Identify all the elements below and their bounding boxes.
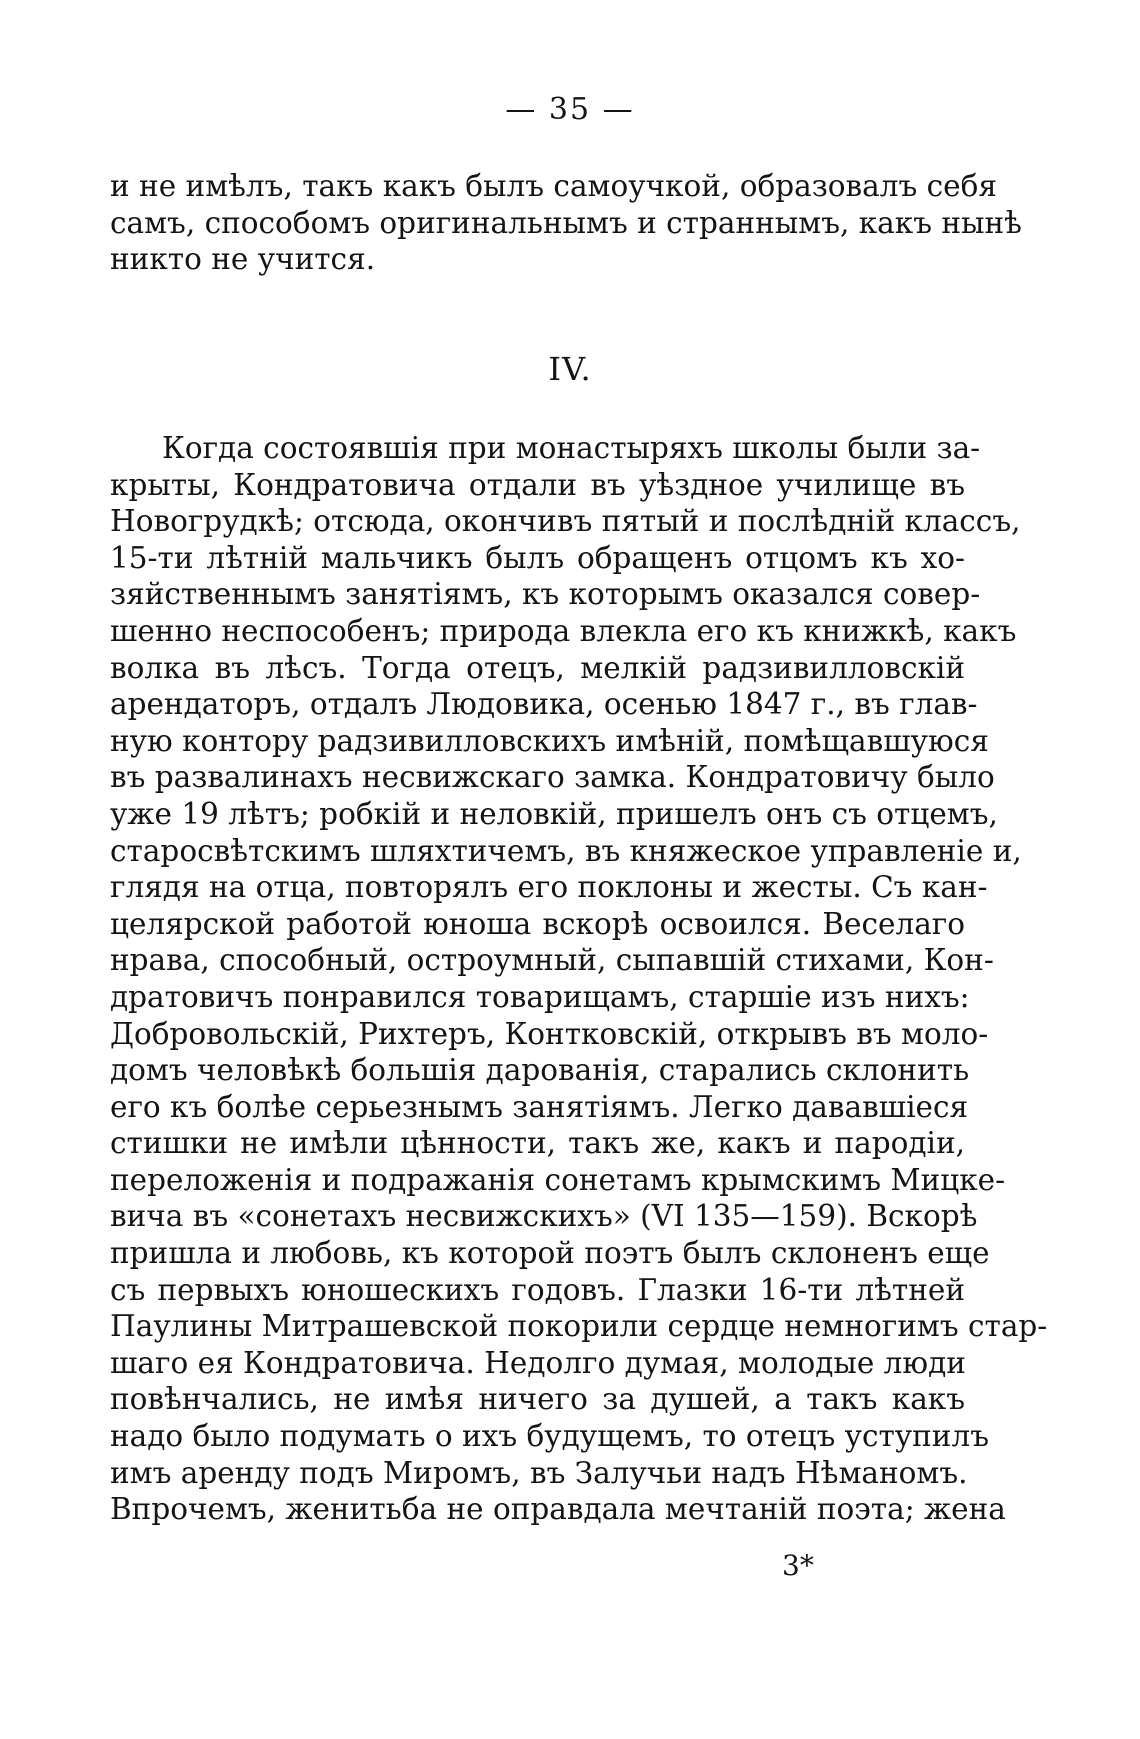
text-line: Когда состоявшія при монастыряхъ школы были за- bbox=[162, 431, 981, 465]
text-line: волка въ лѣсъ. Тогда отецъ, мелкій радзивилловскій bbox=[110, 650, 965, 685]
text-line: ную контору радзивилловскихъ имѣній, помѣщавшуюся bbox=[110, 723, 989, 758]
text-line: никто не учится. bbox=[110, 242, 376, 277]
text-line: имъ аренду подъ Миромъ, въ Залучьи надъ Нѣманомъ. bbox=[110, 1455, 968, 1490]
text-line: шенно неспособенъ; природа влекла его къ книжкѣ, какъ bbox=[110, 613, 1017, 648]
text-line: въ развалинахъ несвижскаго замка. Кондратовичу было bbox=[110, 760, 995, 795]
text-line: крыты, Кондратовича отдали въ уѣздное училище въ bbox=[110, 467, 965, 502]
text-line: самъ, способомъ оригинальнымъ и страннымъ, какъ нынѣ bbox=[110, 205, 1022, 240]
text-line: и не имѣлъ, такъ какъ былъ самоучкой, образовалъ себя bbox=[110, 169, 997, 203]
text-line: арендаторъ, отдалъ Людовика, осенью 1847 г., въ глав- bbox=[110, 687, 978, 722]
main-paragraph bbox=[110, 430, 1048, 1528]
text-line: дратовичъ понравился товарищамъ, старшіе изъ нихъ: bbox=[110, 979, 970, 1014]
text-line: целярской работой юноша вскорѣ освоился. Веселаго bbox=[110, 906, 965, 941]
text-line: Новогрудкѣ; отсюда, окончивъ пятый и послѣдній классъ, bbox=[110, 504, 1021, 539]
text-line: уже 19 лѣтъ; робкій и неловкій, пришелъ онъ съ отцемъ, bbox=[110, 796, 998, 831]
text-line: старосвѣтскимъ шляхтичемъ, въ княжеское управленіе и, bbox=[110, 833, 1022, 868]
text-line: его къ болѣе серьезнымъ занятіямъ. Легко дававшіеся bbox=[110, 1089, 969, 1124]
text-line: домъ человѣкѣ большія дарованія, старались склонить bbox=[110, 1053, 970, 1088]
text-line: глядя на отца, повторялъ его поклоны и жесты. Съ кан- bbox=[110, 870, 988, 905]
text-line: вича въ «сонетахъ несвижскихъ» (VI 135—159). Вскорѣ bbox=[110, 1199, 978, 1234]
text-line: повѣнчались, не имѣя ничего за душей, а такъ какъ bbox=[110, 1382, 965, 1417]
section-heading: IV. bbox=[548, 350, 592, 388]
page-number: — 35 — bbox=[505, 92, 635, 127]
text-line: Паулины Митрашевской покорили сердце немногимъ стар- bbox=[110, 1309, 1048, 1344]
text-line: съ первыхъ юношескихъ годовъ. Глазки 16-ти лѣтней bbox=[110, 1272, 965, 1307]
text-line: шаго ея Кондратовича. Недолго думая, молодые люди bbox=[110, 1345, 966, 1380]
signature-mark: 3* bbox=[782, 1549, 814, 1582]
intro-paragraph bbox=[110, 168, 1022, 278]
text-line: пришла и любовь, къ которой поэтъ былъ склоненъ еще bbox=[110, 1236, 990, 1271]
text-line: стишки не имѣли цѣнности, такъ же, какъ и пародіи, bbox=[110, 1126, 965, 1161]
text-line: зяйственнымъ занятіямъ, къ которымъ оказался совер- bbox=[110, 577, 981, 612]
text-line: переложенія и подражанія сонетамъ крымскимъ Мицке- bbox=[110, 1162, 1006, 1197]
text-line: надо было подумать о ихъ будущемъ, то отецъ уступилъ bbox=[110, 1419, 989, 1454]
text-line: Впрочемъ, женитьба не оправдала мечтаній поэта; жена bbox=[110, 1492, 1006, 1527]
text-line: нрава, способный, остроумный, сыпавшій стихами, Кон- bbox=[110, 943, 994, 978]
text-line: Добровольскій, Рихтеръ, Контковскій, открывъ въ моло- bbox=[110, 1016, 989, 1051]
text-line: 15-ти лѣтній мальчикъ былъ обращенъ отцомъ къ хо- bbox=[110, 540, 965, 575]
